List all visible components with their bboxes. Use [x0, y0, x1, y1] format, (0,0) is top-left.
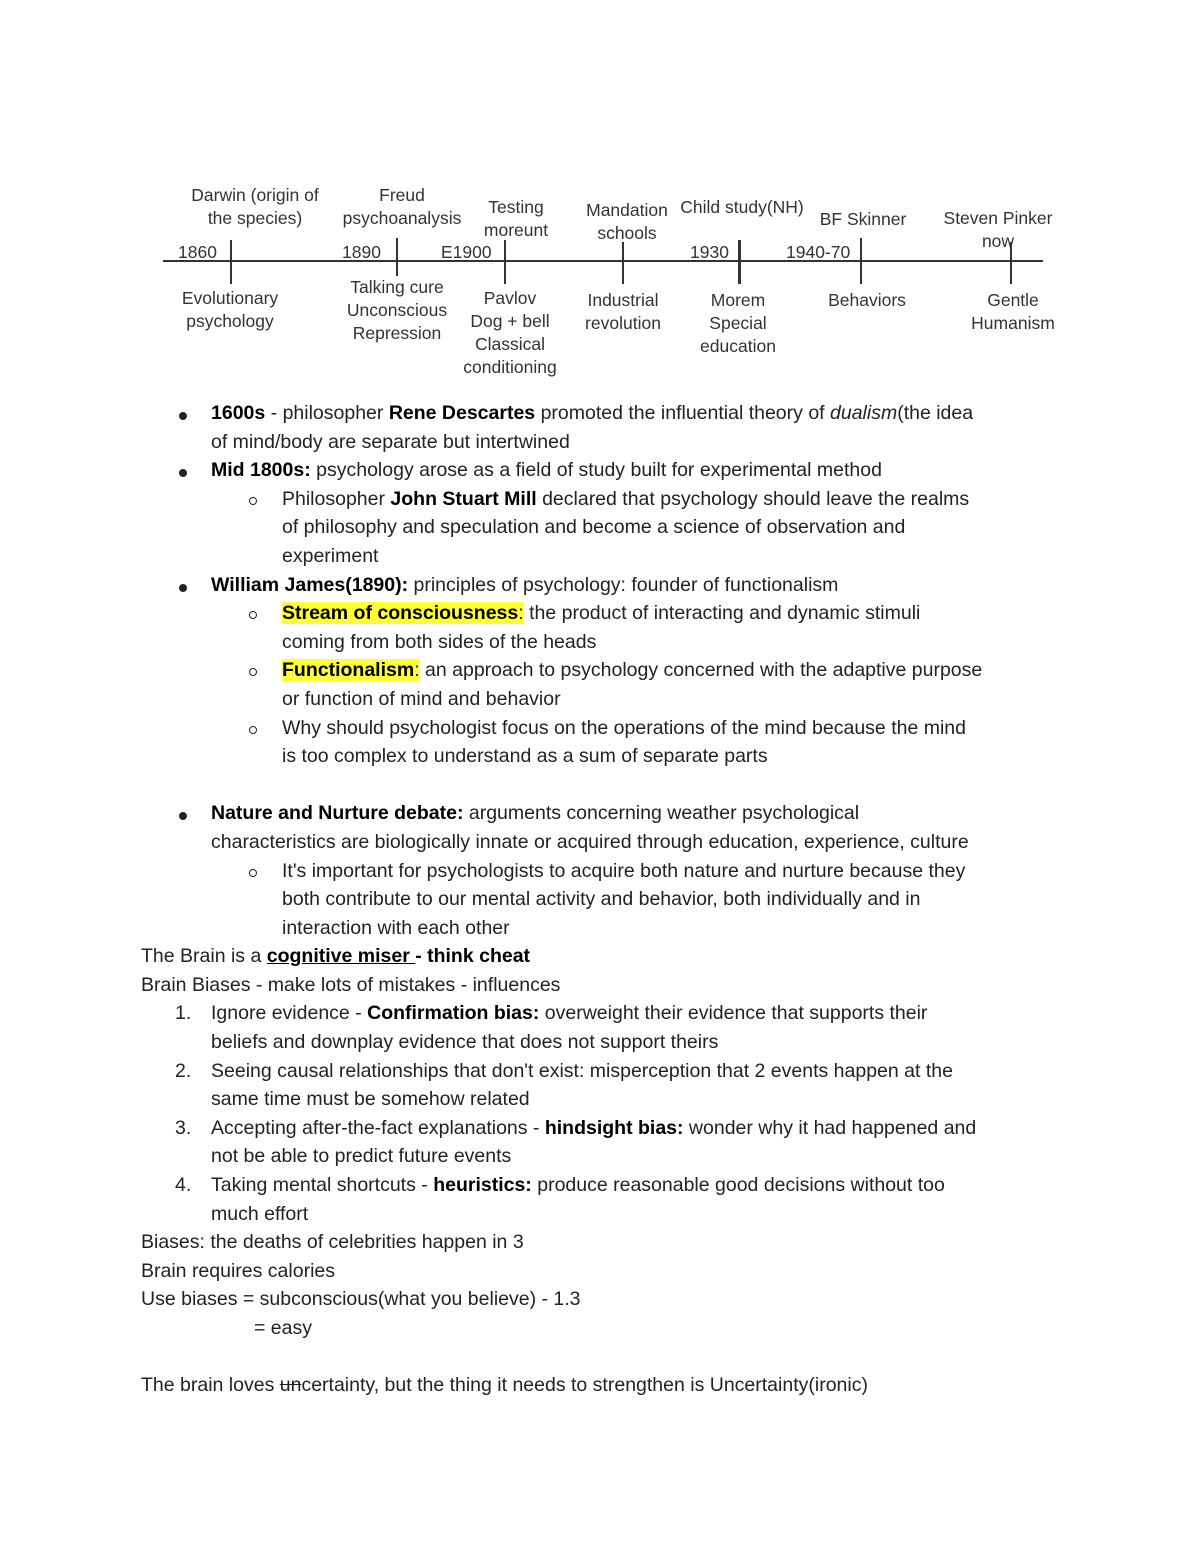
paragraph-easy: = easy	[254, 1317, 312, 1339]
event-darwin-detail: Evolutionary psychology	[181, 288, 279, 331]
sub-item-functionalism-cont: or function of mind and behavior	[282, 687, 561, 710]
paragraph-brain-biases: Brain Biases - make lots of mistakes - influences	[141, 973, 561, 996]
sub-item-nature-cont: interaction with each other	[282, 916, 510, 939]
paragraph-uncertainty: The brain loves uncertainty, but the thing it needs to strengthen is Uncertainty(ironic)	[141, 1374, 868, 1397]
event-mandation-label: Mandation schools	[586, 200, 668, 243]
event-freud-label: Freud psychoanalysis	[342, 185, 462, 228]
circle-bullet-icon	[249, 497, 257, 505]
sub-item-functionalism: Functionalism: an approach to psychology concerned with the adaptive purpose	[0, 656, 1200, 685]
event-pinker-detail: Gentle Humanism	[971, 290, 1055, 333]
paragraph-calories: Brain requires calories	[141, 1259, 336, 1282]
bullet-icon	[179, 412, 187, 420]
timeline-tick-1930	[738, 240, 741, 284]
list-item-descartes: 1600s - philosopher Rene Descartes promoted the influential theory of dualism(the idea	[0, 399, 1200, 428]
list-item-descartes-cont: of mind/body are separate but intertwined	[211, 430, 570, 453]
paragraph-use-biases: Use biases = subconscious(what you believe) - 1.3	[141, 1288, 581, 1311]
sub-item-mill-cont: of philosophy and speculation and become a science of observation and	[282, 516, 906, 539]
circle-bullet-icon	[249, 726, 257, 734]
timeline-tick-1890	[396, 238, 398, 276]
list-item-nature-nurture: Nature and Nurture debate: arguments concerning weather psychological	[0, 799, 1200, 828]
event-mandation-detail: Industrial revolution	[585, 290, 661, 333]
paragraph-celebrities: Biases: the deaths of celebrities happen in 3	[141, 1231, 524, 1254]
numbered-item-2-cont: same time must be somehow related	[211, 1088, 530, 1111]
list-item-james: William James(1890): principles of psychology: founder of functionalism	[0, 571, 1200, 600]
sub-item-mill-cont: experiment	[282, 544, 379, 567]
circle-bullet-icon	[249, 668, 257, 676]
spacer	[0, 1343, 1200, 1372]
event-skinner-label: BF Skinner	[819, 209, 907, 229]
event-freud-year: 1890	[342, 242, 381, 262]
timeline-tick-mandation	[622, 242, 624, 284]
bullet-icon	[179, 584, 187, 592]
event-darwin-year: 1860	[178, 242, 217, 262]
spacer	[0, 771, 1200, 800]
timeline-tick-e1900	[504, 240, 506, 284]
sub-item-nature: It's important for psychologists to acquire both nature and nurture because they	[0, 857, 1200, 886]
event-childstudy-year: 1930	[690, 242, 729, 262]
numbered-item-3: 3. Accepting after-the-fact explanations - hindsight bias: wonder why it had happened and	[175, 1116, 977, 1139]
event-testing-detail: Pavlov Dog + bell Classical conditioning	[463, 288, 557, 377]
event-childstudy-detail: Morem Special education	[700, 290, 776, 356]
notes-body	[0, 399, 1200, 1400]
sub-item-why: Why should psychologist focus on the operations of the mind because the mind	[0, 714, 1200, 743]
circle-bullet-icon	[249, 611, 257, 619]
numbered-item-3-cont: not be able to predict future events	[211, 1145, 512, 1168]
event-darwin-label: Darwin (origin of the species)	[191, 185, 319, 228]
list-item-nature-nurture-cont: characteristics are biologically innate or acquired through education, experience, culture	[211, 830, 969, 853]
paragraph-cognitive-miser: The Brain is a cognitive miser - think cheat	[141, 945, 531, 968]
timeline-axis	[163, 260, 1043, 262]
event-skinner-year: 1940-70	[786, 242, 851, 262]
sub-item-stream: Stream of consciousness: the product of interacting and dynamic stimuli	[0, 599, 1200, 628]
numbered-item-1-cont: beliefs and downplay evidence that does not support theirs	[211, 1031, 719, 1054]
sub-item-nature-cont: both contribute to our mental activity and behavior, both individually and in	[282, 888, 921, 911]
event-childstudy-label: Child study(NH)	[680, 197, 804, 217]
sub-item-why-cont: is too complex to understand as a sum of separate parts	[282, 745, 768, 768]
bullet-icon	[179, 812, 187, 820]
event-skinner-detail: Behaviors	[828, 290, 906, 310]
event-freud-detail: Talking cure Unconscious Repression	[346, 277, 448, 343]
event-pinker-label: Steven Pinker now	[943, 208, 1053, 251]
event-testing-label: Testing moreunt	[483, 197, 549, 240]
numbered-item-1: 1. Ignore evidence - Confirmation bias: overweight their evidence that supports their	[175, 1002, 928, 1025]
sub-item-mill: Philosopher John Stuart Mill declared that psychology should leave the realms	[0, 485, 1200, 514]
event-testing-year: E1900	[441, 242, 492, 262]
timeline-tick-1940-70	[860, 238, 862, 284]
list-item-mid1800s: Mid 1800s: psychology arose as a field of study built for experimental method	[0, 456, 1200, 485]
numbered-item-4: 4. Taking mental shortcuts - heuristics: produce reasonable good decisions without too	[175, 1174, 945, 1197]
timeline-diagram	[0, 0, 1200, 390]
numbered-item-2: 2. Seeing causal relationships that don't exist: misperception that 2 events happen at the	[175, 1059, 953, 1082]
numbered-item-4-cont: much effort	[211, 1202, 309, 1225]
circle-bullet-icon	[249, 869, 257, 877]
sub-item-stream-cont: coming from both sides of the heads	[282, 630, 597, 653]
timeline-tick-1860	[230, 240, 232, 284]
bullet-icon	[179, 469, 187, 477]
